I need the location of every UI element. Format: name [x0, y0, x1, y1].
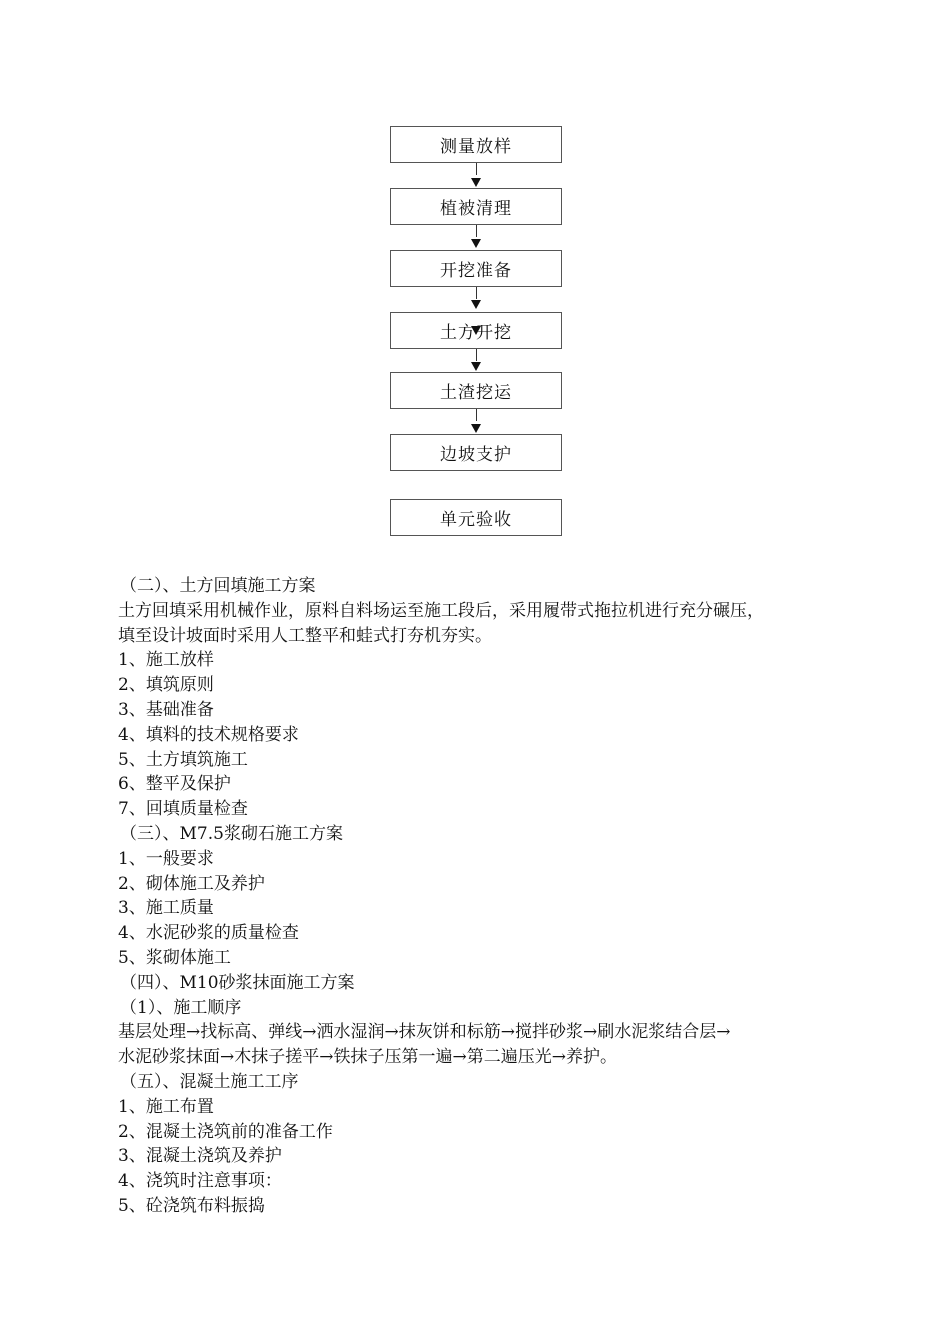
section-heading: （四）、M10砂浆抹面施工方案: [120, 972, 355, 993]
flow-arrow-icon: [471, 178, 481, 187]
list-item: 5、砼浇筑布料振捣: [118, 1195, 265, 1216]
list-item: 5、土方填筑施工: [118, 749, 248, 770]
list-item: 3、混凝土浇筑及养护: [118, 1146, 282, 1167]
list-item: 4、填料的技术规格要求: [118, 724, 299, 745]
flow-step-acceptance: 单元验收: [390, 499, 562, 536]
connector-line: [476, 349, 477, 361]
section-heading: （五）、混凝土施工工序: [120, 1071, 299, 1092]
list-item: 3、施工质量: [118, 898, 214, 919]
list-item: 6、整平及保护: [118, 774, 231, 795]
list-item: 3、基础准备: [118, 699, 214, 720]
document-body: [118, 574, 858, 1219]
paragraph-line: 填至设计坡面时采用人工整平和蛙式打夯机夯实。: [118, 625, 492, 646]
flow-step-excavation-prep: 开挖准备: [390, 250, 562, 287]
flow-arrow-icon: [471, 239, 481, 248]
section-heading: （二）、土方回填施工方案: [120, 576, 316, 596]
list-item: 7、回填质量检查: [118, 799, 248, 820]
flow-arrow-icon: [471, 300, 481, 309]
connector-line: [476, 409, 477, 421]
connector-line: [476, 225, 477, 237]
construction-flowchart: [0, 0, 950, 560]
flow-step-survey: 测量放样: [390, 126, 562, 163]
list-item: 2、填筑原则: [118, 675, 214, 696]
section-heading: （三）、M7.5浆砌石施工方案: [120, 823, 343, 844]
subsection-heading: （1）、施工顺序: [120, 997, 242, 1018]
list-item: 1、一般要求: [118, 848, 214, 869]
list-item: 2、混凝土浇筑前的准备工作: [118, 1121, 333, 1142]
list-item: 1、施工布置: [118, 1096, 214, 1117]
list-item: 4、水泥砂浆的质量检查: [118, 923, 299, 944]
flow-step-spoil-haulage: 土渣挖运: [390, 372, 562, 409]
list-item: 1、施工放样: [118, 650, 214, 671]
paragraph-line: 水泥砂浆抹面→木抹子搓平→铁抹子压第一遍→第二遍压光→养护。: [118, 1047, 617, 1068]
list-item: 2、砌体施工及养护: [118, 873, 265, 894]
flow-arrow-icon: [471, 424, 481, 433]
paragraph-line: 基层处理→找标高、弹线→洒水湿润→抹灰饼和标筋→搅拌砂浆→刷水泥浆结合层→: [118, 1022, 731, 1043]
connector-line: [476, 163, 477, 175]
paragraph-line: 土方回填采用机械作业，原料自料场运至施工段后，采用履带式拖拉机进行充分碾压，: [118, 600, 764, 621]
flow-step-vegetation-clearing: 植被清理: [390, 188, 562, 225]
flow-arrow-icon: [471, 362, 481, 371]
flow-step-earth-excavation: 土方开挖: [390, 312, 562, 349]
flow-step-slope-support: 边坡支护: [390, 434, 562, 471]
list-item: 4、浇筑时注意事项：: [118, 1171, 282, 1192]
list-item: 5、浆砌体施工: [118, 947, 231, 968]
connector-line: [476, 287, 477, 299]
